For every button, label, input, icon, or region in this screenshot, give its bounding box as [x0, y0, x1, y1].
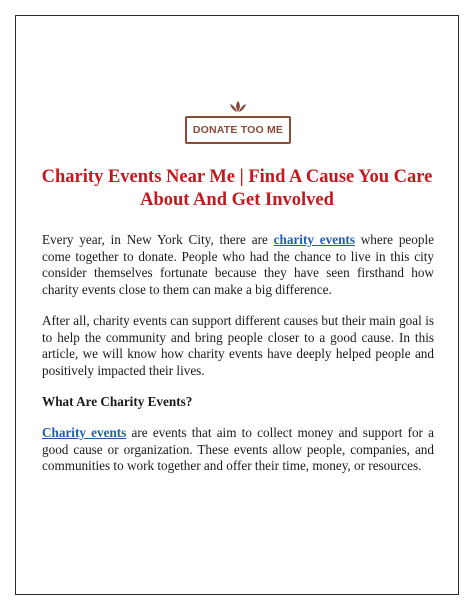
charity-events-link[interactable]: charity events: [273, 232, 355, 247]
paragraph-intro: [42, 232, 434, 298]
section-heading: What Are Charity Events?: [42, 394, 193, 409]
logo-text: DONATE TOO ME: [185, 116, 291, 144]
lotus-icon: [228, 100, 248, 114]
paragraph-intro-text-before: Every year, in New York City, there are: [42, 232, 274, 247]
page-title: Charity Events Near Me | Find A Cause You Care About And Get Involved: [41, 167, 433, 210]
charity-events-definition-link[interactable]: Charity events: [42, 425, 127, 440]
donate-too-me-logo: [185, 100, 291, 148]
paragraph-definition-text: are events that aim to collect money and support for a good cause or organization. These events allow people, companies, and communities to work together and offer their time, money, or resources.: [42, 425, 434, 473]
paragraph-definition: [42, 425, 434, 475]
paragraph-causes: After all, charity events can support different causes but their main goal is to help the community and bring people closer to a good cause. In this article, we will know how charity events have deeply helped people and positively impacted their lives.: [42, 313, 434, 378]
paragraph-intro-text-after: where people come together to donate. People who had the chance to live in this city consider themselves fortunate because they have seen firsthand how charity events close to them can make a big difference.: [42, 232, 434, 297]
